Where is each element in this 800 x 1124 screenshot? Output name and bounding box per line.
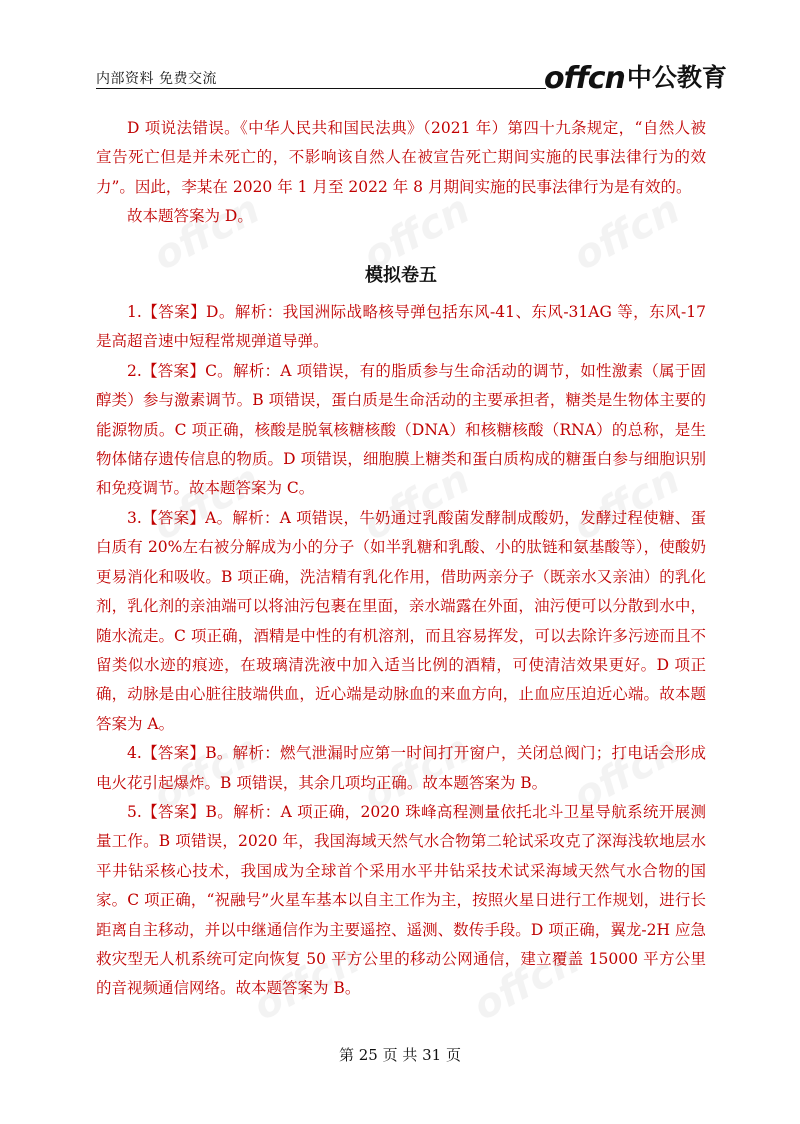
paragraph: 故本题答案为 D。 bbox=[127, 207, 253, 226]
section-title: 模拟卷五 bbox=[365, 264, 437, 286]
document-body bbox=[96, 114, 706, 1004]
logo-latin: offcn bbox=[544, 61, 625, 96]
answer-item: 5.【答案】B。解析：A 项正确，2020 珠峰高程测量依托北斗卫星导航系统开展测量工作。B 项错误，2020 年，我国海域天然气水合物第二轮试采攻克了深海浅软地层水平井钻采核心技术，我国成为全球首个采用水平井钻采技术试采海域天然气水合物的国家。C 项正确，“祝融号”火星车基本以自主工作为主，按照火星日进行工作规划，进行长距离自主移动，并以中继通信作为主要遥控、遥测、数传手段。D 项正确，翼龙-2H 应急救灾型无人机系统可定向恢复 50 平方公里的移动公网通信，建立覆盖 15000 平方公里的音视频通信网络。故本题答案为 B。 bbox=[96, 802, 706, 998]
logo-chinese: 中公教育 bbox=[626, 63, 727, 92]
answer-item: 1.【答案】D。解析：我国洲际战略核导弹包括东风-41、东风-31AG 等，东风-17 是高超音速中短程常规弹道导弹。 bbox=[96, 303, 706, 351]
brand-logo bbox=[544, 58, 727, 96]
answer-item: 2.【答案】C。解析：A 项错误，有的脂质参与生命活动的调节，如性激素（属于固醇类）参与激素调节。B 项错误，蛋白质是生命活动的主要承担者，糖类是生物体主要的能源物质。C 项正确，核酸是脱氧核糖核酸（DNA）和核糖核酸（RNA）的总称，是生物体储存遗传信息的物质。D 项错误，细胞膜上糖类和蛋白质构成的糖蛋白参与细胞识别和免疫调节。故本题答案为 C。 bbox=[96, 361, 706, 498]
answer-item: 4.【答案】B。解析：燃气泄漏时应第一时间打开窗户，关闭总阀门；打电话会形成电火花引起爆炸。B 项错误，其余几项均正确。故本题答案为 B。 bbox=[96, 744, 706, 792]
answer-item: 3.【答案】A。解析：A 项错误，牛奶通过乳酸菌发酵制成酸奶，发酵过程使糖、蛋白质有 20%左右被分解成为小的分子（如半乳糖和乳酸、小的肽链和氨基酸等），使酸奶更易消化和吸收。B 项正确，洗洁精有乳化作用，借助两亲分子（既亲水又亲油）的乳化剂，乳化剂的亲油端可以将油污包裹在里面，亲水端露在外面，油污便可以分散到水中，随水流走。C 项正确，酒精是中性的有机溶剂，而且容易挥发，可以去除许多污迹而且不留类似水迹的痕迹，在玻璃清洗液中加入适当比例的酒精，可使清洁效果更好。D 项正确，动脉是由心脏往肢端供血，近心端是动脉血的来血方向，止血应压迫近心端。故本题答案为 A。 bbox=[96, 508, 706, 733]
header-divider bbox=[96, 88, 546, 89]
header-label: 内部资料 免费交流 bbox=[96, 71, 217, 87]
page-number: 第 25 页 共 31 页 bbox=[338, 1046, 461, 1064]
paragraph: D 项说法错误。《中华人民共和国民法典》（2021 年）第四十九条规定，“自然人被宣告死亡但是并未死亡的，不影响该自然人在被宣告死亡期间实施的民事法律行为的效力”。因此，李某在 2020 年 1 月至 2022 年 8 月期间实施的民事法律行为是有效的。 bbox=[96, 119, 706, 196]
